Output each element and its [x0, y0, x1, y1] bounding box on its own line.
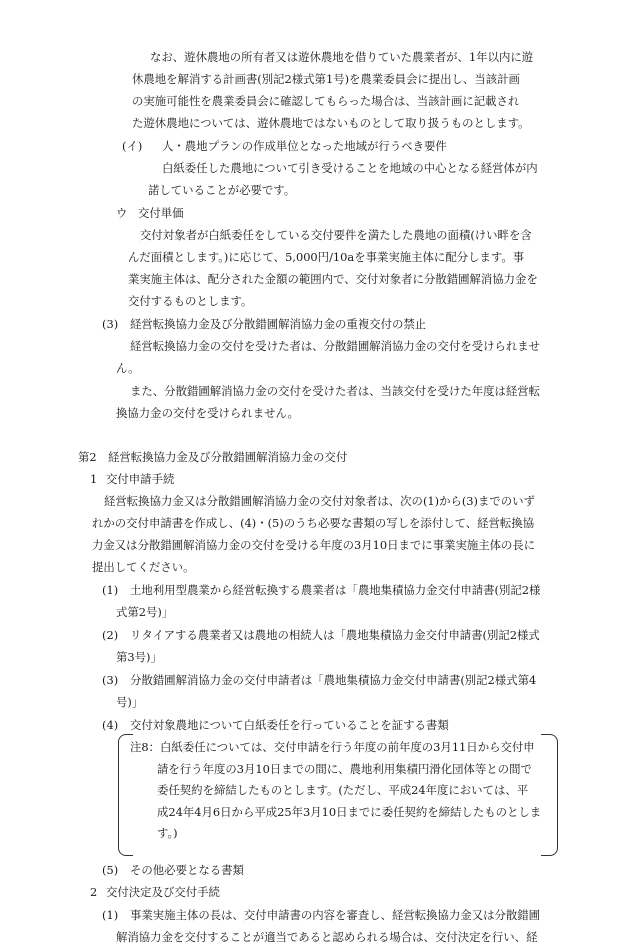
text-line: 式第2号)」	[116, 605, 174, 619]
text-line: 解消協力金を交付することが適当であると認められる場合は、交付決定を行い、経	[116, 929, 538, 944]
item-title: 人・農地プランの作成単位となった地域が行うべき要件	[162, 139, 447, 153]
text-line: 休農地を解消する計画書(別記2様式第1号)を農業委員会に提出し、当該計画	[132, 72, 520, 86]
text-line: の実施可能性を農業委員会に確認してもらった場合は、当該計画に記載され	[132, 94, 520, 108]
item-label: (5)	[102, 862, 119, 877]
item-title: 経営転換協力金及び分散錯圃解消協力金の重複交付の禁止	[130, 317, 427, 331]
text-line: ん。	[116, 361, 140, 375]
text-line: 換協力金の交付を受けられません。	[116, 406, 299, 420]
text-line: また、分散錯圃解消協力金の交付を受けた者は、当該交付を受けた年度は経営転	[130, 384, 541, 398]
text-line: 経営転換協力金の交付を受けた者は、分散錯圃解消協力金の交付を受けられませ	[130, 339, 541, 353]
text-line: 第3号)」	[116, 650, 162, 664]
item-label: (1)	[102, 907, 119, 922]
text-line: その他必要となる書類	[130, 862, 244, 877]
text-line: リタイアする農業者又は農地の相続人は「農地集積協力金交付申請書(別記2様式	[130, 628, 540, 642]
text-line: 事業実施主体の長は、交付申請書の内容を審査し、経営転換協力金又は分散錯圃	[130, 907, 541, 922]
text-line: た遊休農地については、遊休農地ではないものとして取り扱うものとします。	[132, 116, 530, 130]
item-label: (4)	[102, 718, 119, 732]
item-label: (3)	[102, 317, 119, 331]
item-label: (3)	[102, 673, 119, 687]
text-line: 経営転換協力金又は分散錯圃解消協力金の交付対象者は、次の(1)から(3)までのいず	[104, 494, 535, 508]
item-label: ウ	[116, 206, 128, 220]
section-heading: 第2 経営転換協力金及び分散錯圃解消協力金の交付	[78, 450, 348, 464]
text-line: 分散錯圃解消協力金の交付申請者は「農地集積協力金交付申請書(別記2様式第4	[130, 673, 537, 687]
text-line: んだ面積とします。)に応じて、5,000円/10aを事業実施主体に配分します。事	[128, 250, 525, 264]
text-line: なお、遊休農地の所有者又は遊休農地を借りていた農業者が、1年以内に遊	[150, 50, 534, 64]
note-line: 注8：白紙委任については、交付申請を行う年度の前年度の3月11日から交付申	[130, 740, 535, 754]
item-label: (イ)	[122, 139, 143, 153]
sub-title: 交付申請手続	[106, 472, 175, 486]
text-line: 号)」	[116, 695, 144, 709]
text-line: 交付するものとします。	[128, 294, 253, 308]
note-line: 委任契約を締結したものとします。(ただし、平成24年度においては、平	[157, 783, 529, 797]
text-line: 交付対象農地について白紙委任を行っていることを証する書類	[130, 718, 449, 732]
text-line: 土地利用型農業から経営転換する農業者は「農地集積協力金交付申請書(別記2様	[130, 583, 541, 597]
item-label: (1)	[102, 583, 119, 597]
text-line: 白紙委任した農地について引き受けることを地域の中心となる経営体が内	[162, 161, 538, 175]
text-line: 業実施主体は、配分された金額の範囲内で、交付対象者に分散錯圃解消協力金を	[128, 272, 538, 286]
sub-label: 1	[90, 472, 98, 486]
item-title: 交付単価	[138, 206, 184, 220]
text-line: 力金又は分散錯圃解消協力金の交付を受ける年度の3月10日までに事業実施主体の長に	[92, 538, 536, 552]
note-line: 成24年4月6日から平成25年3月10日までに委任契約を締結したものとしま	[157, 804, 542, 819]
text-line: れかの交付申請書を作成し、(4)・(5)のうち必要な書類の写しを添付して、経営転換協	[92, 516, 535, 530]
sub-label: 2	[90, 884, 98, 899]
text-line: 交付対象者が白紙委任をしている交付要件を満たした農地の面積(けい畔を含	[140, 228, 532, 242]
text-line: 諾していることが必要です。	[148, 183, 296, 197]
sub-title: 交付決定及び交付手続	[106, 884, 220, 899]
text-line: 提出してください。	[92, 560, 195, 574]
note-line: 請を行う年度の3月10日までの間に、農地利用集積円滑化団体等との間で	[157, 761, 532, 776]
item-label: (2)	[102, 628, 119, 642]
note-line: す。)	[157, 826, 178, 840]
